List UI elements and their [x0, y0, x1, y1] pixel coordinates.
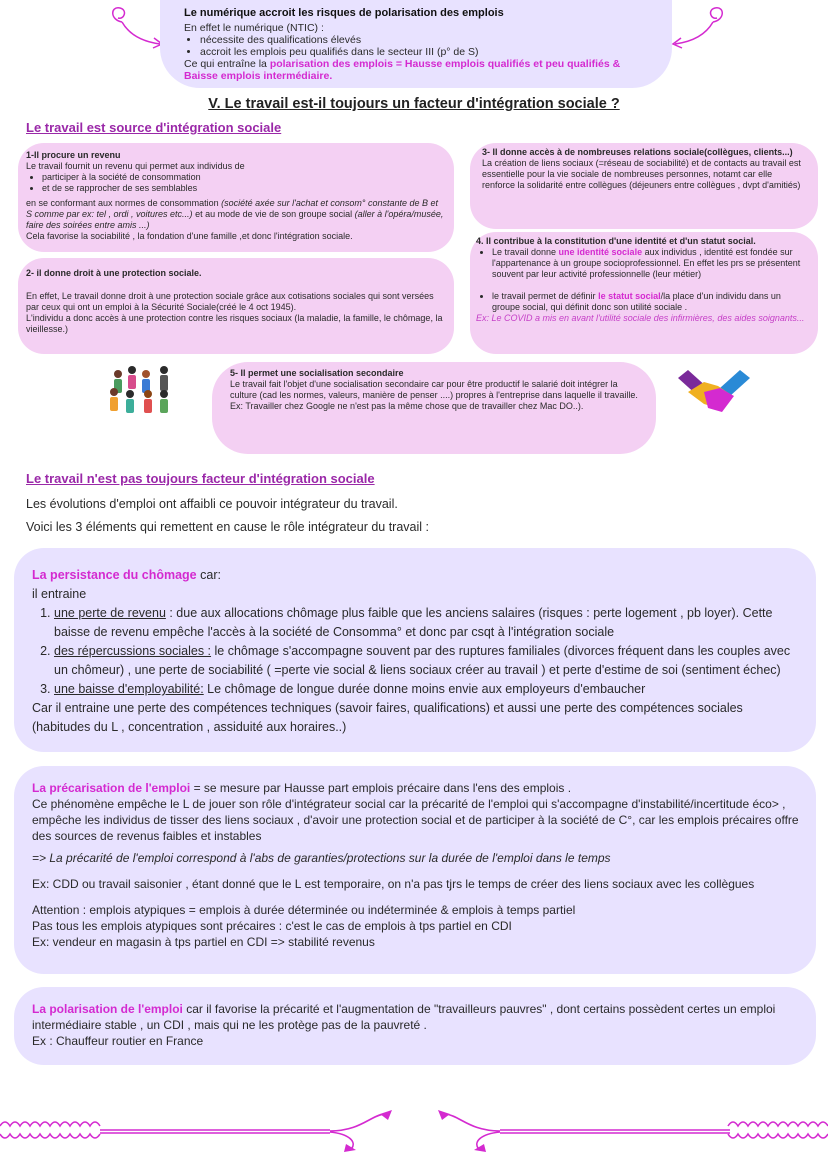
box-paragraph: Ex: vendeur en magasin à tps partiel en CDI => stabilité revenus — [32, 935, 375, 949]
box-paragraph: Ce phénomène empêche le L de jouer son rôle d'intégrateur social car la précarité de l'emploi qui s'accompagne d'instabilité/incertitude éco> , empêche les individus de tisser des liens sociaux , d'avoir une protection social et de participer à la société de C°, car les emplois précaires offre des sources de revenus faibles et instables — [32, 797, 799, 843]
bubble-example: Ex: Le COVID a mis en avant l'utilité sociale des infirmières, des aides soignants... — [476, 313, 805, 323]
part2-intro-1: Les évolutions d'emploi ont affaibli ce pouvoir intégrateur du travail. — [26, 497, 398, 511]
underlined-term: des répercussions sociales : — [54, 644, 212, 658]
part2-intro-2: Voici les 3 éléments qui remettent en cause le rôle intégrateur du travail : — [26, 520, 429, 534]
bubble-text: Le travail fait l'objet d'une socialisation secondaire car pour être productif le salarié doit intégrer la culture (cad les normes, valeurs, manière de penser ....) propres à l'entreprise dans laquelle il travaille. — [230, 379, 638, 400]
swirl-right-decoration — [665, 2, 735, 52]
list-item — [54, 604, 802, 642]
bubble-list — [26, 172, 446, 194]
list-item — [54, 642, 802, 680]
item-text: le chômage s'accompagne souvent par des ruptures familiales (divorces fréquent dans les couples avec un chômeur) , une perte de sociabilité ( =perte vie social & liens sociaux créer au travail ) et perte d'estime de soi (sentiment échec) — [54, 644, 791, 677]
item-text: : due aux allocations chômage plus faible que les anciens salaires (risques : perte logement , pb loyer). Cette baisse de revenu empêche l'accès à la société de Consomma° et donc par csqt à l'intégration sociale — [54, 606, 773, 639]
box-paragraph: Ex: CDD ou travail saisonier , étant donné que le L est temporaire, on n'a pas tjrs le temps de créer des liens sociaux avec les collègues — [32, 877, 755, 891]
highlight-segment: une identité sociale — [558, 247, 643, 257]
handshake-icon — [674, 364, 754, 420]
box-paragraph: => La précarité de l'emploi correspond à l'abs de garanties/protections sur la durée de l'emploi dans le temps — [32, 851, 611, 865]
bubble-text — [26, 198, 446, 231]
box-title-line — [32, 1001, 802, 1033]
box-conclusion: Car il entraine une perte des compétences techniques (savoir faires, qualifications) et aussi une perte des compétences sociales (habitudes du L , concentration , assiduité aux horaires..) — [32, 701, 743, 734]
part1-heading: Le travail est source d'intégration sociale — [26, 120, 282, 135]
text-segment: en se conformant aux normes de consommation — [26, 198, 222, 208]
list-item — [492, 291, 810, 313]
box-title-suffix: car: — [196, 568, 221, 582]
box-title-suffix: car il favorise la précarité et l'augmentation de "travailleurs pauvres" , dont certains possèdent certes un emploi intermédiaire stable , un CDI , mais qui ne les protège pas de la pauvreté . — [32, 1002, 776, 1032]
bubble-text: Cela favorise la sociabilité , la fondation d'une famille ,et donc l'intégration sociale. — [26, 231, 353, 241]
bubble-relations — [470, 143, 818, 229]
box-unemployment — [14, 548, 816, 752]
text-segment: aux individus , identité est fondée sur l'appartenance à un groupe socioprofessionnel. En effet les prs se présentent souvent par leur activité professionnelle (leur métier) — [492, 247, 801, 279]
top-box-consequence — [184, 58, 648, 82]
bubble-title: 2- il donne droit à une protection sociale. — [26, 268, 202, 278]
bubble-socialisation — [212, 362, 656, 454]
bubble-example: Ex: Travailler chez Google ne n'est pas la même chose que de travailler chez Mac DO..). — [230, 401, 584, 411]
box-title: La persistance du chômage — [32, 568, 197, 582]
underlined-term: une perte de revenu — [54, 606, 166, 620]
bubble-revenue — [18, 143, 454, 252]
list-item: • participer à la société de consommation — [42, 172, 446, 183]
bubble-text: Le travail fournit un revenu qui permet aux individus de — [26, 161, 245, 171]
bubble-title: 1-Il procure un revenu — [26, 150, 121, 160]
box-paragraph: Pas tous les emplois atypiques sont précaires : c'est le cas de emplois à tps partiel en CDI — [32, 919, 512, 933]
box-line: il entraine — [32, 587, 87, 601]
part2-heading: Le travail n'est pas toujours facteur d'intégration sociale — [26, 471, 375, 486]
box-title-suffix: = se mesure par Hausse part emplois précaire dans l'ens des emplois . — [190, 781, 572, 795]
item-text: Le chômage de longue durée donne moins envie aux employeurs d'embaucher — [203, 682, 646, 696]
bubble-title: 5- Il permet une socialisation secondaire — [230, 368, 404, 378]
list-item: • et de se rapprocher de ses semblables — [42, 183, 446, 194]
bubble-title: 4. Il contribue à la constitution d'une identité et d'un statut social. — [476, 236, 756, 246]
box-title: La polarisation de l'emploi — [32, 1002, 183, 1016]
box-precarisation — [14, 766, 816, 974]
text-segment: /la place d'un individu dans un groupe social, qui définit donc son utilité sociale . — [492, 291, 781, 312]
bubble-list — [476, 247, 810, 313]
box-polarisation — [14, 987, 816, 1065]
box-paragraph: Ex : Chauffeur routier en France — [32, 1034, 204, 1048]
section-title: V. Le travail est-il toujours un facteur d'intégration sociale ? — [208, 96, 620, 112]
text-segment: le travail permet de définir — [492, 291, 599, 301]
box-title-line — [32, 566, 802, 585]
underlined-term: une baisse d'employabilité: — [54, 682, 204, 696]
bubble-text: La création de liens sociaux (=réseau de sociabilité) et de contacts au travail est essentielle pour la vie sociale de nombreuses personnes, notamt car elle renforce la solidarité entre collègues (déjeuners entre collègues , dvpt d'amitiés) — [482, 158, 801, 190]
top-box-intro: En effet le numérique (NTIC) : — [184, 22, 324, 34]
top-box-title: Le numérique accroit les risques de polarisation des emplois — [184, 7, 504, 19]
bubble-protection — [18, 258, 454, 354]
box-paragraph: Attention : emplois atypiques = emplois à durée déterminée ou indéterminée & emplois à temps partiel — [32, 903, 576, 917]
list-item — [492, 247, 810, 280]
consequence-highlight: polarisation des emplois = Hausse emplois qualifiés et peu qualifiés & Baisse emplois intermédiaire. — [184, 58, 621, 82]
people-group-illustration — [104, 364, 184, 416]
list-item — [54, 680, 802, 699]
highlight-segment: le statut social — [598, 291, 661, 301]
list-item: • nécessite des qualifications élevés — [200, 34, 648, 46]
consequence-list — [32, 604, 802, 699]
bubble-text: En effet, Le travail donne droit à une protection sociale grâce aux cotisations sociales qui sont versées par ceux qui ont un emploi à la Sécurité Sociale(créé le 4 oct 1945). — [26, 291, 434, 312]
italic-segment: (société axée sur l'achat et consom° constante de B et S comme par ex: tel , ordi , voitures etc...) — [26, 198, 439, 219]
bubble-text: L'individu a donc accès à une protection contre les risques sociaux (la maladie, la famille, le chômage, la vieillesse.) — [26, 313, 443, 334]
text-segment: Le travail donne — [492, 247, 559, 257]
top-box-list — [184, 34, 648, 58]
bubble-identity — [470, 232, 818, 354]
box-title: La précarisation de l'emploi — [32, 781, 191, 795]
box-title-line — [32, 780, 802, 796]
bottom-decorative-border — [0, 1108, 828, 1152]
bubble-title: 3- Il donne accès à de nombreuses relations sociale(collègues, clients...) — [482, 147, 793, 157]
italic-segment: (aller à l'opéra/musée, faire des soirées entre amis ...) — [26, 209, 444, 230]
consequence-prefix: Ce qui entraîne la — [184, 58, 270, 70]
top-summary-box — [160, 0, 672, 88]
list-item: • accroit les emplois peu qualifiés dans le secteur III (p° de S) — [200, 46, 648, 58]
text-segment: et au mode de vie de son groupe social — [192, 209, 355, 219]
